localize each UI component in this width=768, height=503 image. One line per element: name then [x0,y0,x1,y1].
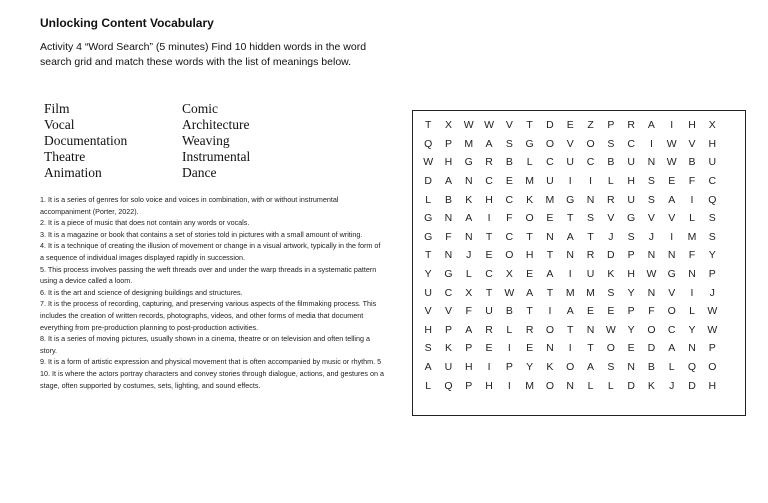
grid-letter[interactable]: P [465,379,473,392]
grid-letter[interactable]: X [444,119,452,132]
grid-letter[interactable]: A [647,119,655,132]
grid-letter[interactable]: O [586,137,595,150]
word-item: Vocal [44,117,75,132]
grid-letter[interactable]: V [424,305,432,318]
grid-letter[interactable]: T [424,249,432,262]
grid-row [418,283,722,302]
grid-letter[interactable]: O [545,379,555,392]
grid-letter[interactable]: U [586,268,595,281]
grid-letter[interactable]: A [566,230,574,243]
grid-letter[interactable]: F [648,305,655,318]
grid-letter[interactable]: E [485,342,493,355]
word-item: Instrumental [182,149,251,164]
grid-letter[interactable]: K [546,361,554,374]
grid-letter[interactable]: W [707,323,718,336]
grid-letter[interactable]: P [627,305,635,318]
grid-letter[interactable]: N [647,249,656,262]
grid-letter[interactable]: N [586,193,595,206]
definition-item: 6. It is the art and science of designing buildings and structures. [40,287,243,297]
grid-letter[interactable]: G [627,212,636,225]
grid-letter[interactable]: L [506,323,513,336]
grid-row [418,228,722,247]
grid-letter[interactable]: P [708,268,716,281]
grid-letter[interactable]: L [425,193,432,206]
grid-letter[interactable]: G [424,230,433,243]
grid-letter[interactable]: T [546,249,554,262]
grid-letter[interactable]: P [444,137,452,150]
grid-letter[interactable]: P [708,342,716,355]
grid-letter[interactable]: A [465,323,473,336]
grid-letter[interactable]: J [669,379,675,392]
grid-letter[interactable]: C [627,137,635,150]
grid-letter[interactable]: S [607,361,615,374]
grid-letter[interactable]: U [627,156,635,169]
grid-letter[interactable]: O [667,305,676,318]
grid-row [418,376,722,395]
grid-letter[interactable]: N [647,156,656,169]
grid-letter[interactable]: S [505,137,513,150]
grid-letter[interactable]: C [667,323,676,336]
grid-letter[interactable]: V [668,286,676,299]
grid-letter[interactable]: T [485,286,493,299]
grid-letter[interactable]: V [607,212,615,225]
grid-letter[interactable]: U [444,361,453,374]
grid-letter[interactable]: I [507,342,511,355]
grid-letter[interactable]: X [505,268,513,281]
grid-letter[interactable]: A [668,193,676,206]
grid-letter[interactable]: T [567,212,574,225]
grid-letter[interactable]: E [607,305,615,318]
grid-letter[interactable]: K [607,268,615,281]
grid-letter[interactable]: C [546,156,554,169]
grid-letter[interactable]: O [545,137,555,150]
grid-letter[interactable]: I [568,342,572,355]
grid-letter[interactable]: C [485,268,493,281]
grid-letter[interactable]: G [525,137,534,150]
grid-letter[interactable]: H [444,156,453,169]
activity-instructions: Activity 4 “Word Search” (5 minutes) Find 10 hidden words in the word search grid and match these words with the list of meanings below. [40,41,367,68]
grid-letter[interactable]: B [647,361,655,374]
grid-letter[interactable]: A [485,137,493,150]
grid-letter[interactable]: O [566,361,575,374]
grid-letter[interactable]: Y [627,323,635,336]
grid-letter[interactable]: U [627,193,635,206]
grid-letter[interactable]: N [688,342,696,355]
grid-letter[interactable]: N [566,379,575,392]
grid-letter[interactable]: A [566,305,574,318]
grid-letter[interactable]: T [485,230,493,243]
grid-letter[interactable]: G [667,268,676,281]
grid-letter[interactable]: L [689,212,695,225]
grid-letter[interactable]: M [464,137,474,150]
grid-letter[interactable]: C [444,286,453,299]
definitions-list [40,194,385,391]
grid-letter[interactable]: T [587,342,594,355]
grid-letter[interactable]: C [505,230,514,243]
word-item: Architecture [182,117,250,132]
grid-letter[interactable]: C [485,175,493,188]
grid-letter[interactable]: K [526,193,534,206]
grid-row [418,135,722,154]
grid-letter[interactable]: A [526,286,534,299]
grid-letter[interactable]: N [688,268,696,281]
definition-item: 4. It is a technique of creating the illusion of movement or change in a visual artwork, typically in the form of a sequence of individual images displayed rapidly in succession. [40,241,381,262]
grid-letter[interactable]: A [587,361,595,374]
grid-letter[interactable]: D [546,119,554,132]
grid-letter[interactable]: H [464,361,473,374]
grid-letter[interactable]: T [526,305,533,318]
grid-letter[interactable]: S [647,193,655,206]
grid-letter[interactable]: O [647,323,656,336]
grid-letter[interactable]: W [605,323,616,336]
grid-letter[interactable]: N [627,361,635,374]
grid-letter[interactable]: Y [688,323,696,336]
grid-letter[interactable]: H [485,379,493,392]
grid-letter[interactable]: B [444,193,452,206]
grid-letter[interactable]: H [688,119,696,132]
page-title: Unlocking Content Vocabulary [40,16,214,30]
grid-letter[interactable]: L [607,175,614,188]
grid-letter[interactable]: F [688,249,696,262]
grid-letter[interactable]: W [463,119,474,132]
grid-letter[interactable]: C [586,156,595,169]
grid-letter[interactable]: O [545,323,555,336]
grid-letter[interactable]: P [444,323,452,336]
grid-letter[interactable]: R [607,193,615,206]
grid-letter[interactable]: I [649,137,653,150]
grid-letter[interactable]: H [708,379,717,392]
grid-letter[interactable]: D [688,379,696,392]
grid-letter[interactable]: I [670,230,674,243]
grid-letter[interactable]: L [465,268,472,281]
grid-letter[interactable]: L [607,379,614,392]
grid-letter[interactable]: K [465,193,473,206]
grid-letter[interactable]: N [546,230,554,243]
grid-letter[interactable]: Y [526,361,534,374]
grid-row [418,153,722,172]
grid-letter[interactable]: R [485,156,493,169]
grid-letter[interactable]: W [666,156,677,169]
grid-letter[interactable]: E [668,175,676,188]
word-item: Dance [182,165,217,180]
grid-letter[interactable]: V [505,119,513,132]
grid-letter[interactable]: F [445,230,452,243]
grid-letter[interactable]: S [708,230,716,243]
grid-row [418,209,722,228]
grid-letter[interactable]: U [566,156,575,169]
grid-letter[interactable]: Z [587,119,594,132]
grid-letter[interactable]: D [607,249,615,262]
grid-letter[interactable]: Y [424,268,432,281]
grid-letter[interactable]: H [627,268,635,281]
grid-letter[interactable]: L [526,156,533,169]
grid-row [418,321,722,340]
grid-letter[interactable]: I [487,361,491,374]
grid-letter[interactable]: U [708,156,717,169]
grid-row [418,116,722,135]
grid-letter[interactable]: U [424,286,432,299]
definition-item: 5. This process involves passing the weft threads over and under the warp threads in a systematic pattern using a device called a loom. [40,264,377,286]
grid-letter[interactable]: I [589,175,592,188]
grid-letter[interactable]: G [464,156,473,169]
grid-letter[interactable]: H [627,175,635,188]
grid-letter[interactable]: K [444,342,452,355]
grid-letter[interactable]: N [444,212,453,225]
word-search-grid [412,110,746,416]
word-item: Comic [182,101,218,116]
grid-letter[interactable]: N [586,323,595,336]
grid-letter[interactable]: I [568,175,572,188]
grid-letter[interactable]: O [708,361,717,374]
grid-letter[interactable]: I [670,119,674,132]
grid-letter[interactable]: F [506,212,513,225]
grid-letter[interactable]: N [566,249,575,262]
definition-item: 8. It is a series of moving pictures, usually shown in a cinema, theatre or on television and often telling a story. [40,334,371,355]
grid-letter[interactable]: Q [687,361,697,374]
grid-letter[interactable]: L [425,379,432,392]
grid-letter[interactable]: E [546,212,554,225]
grid-letter[interactable]: E [587,305,595,318]
definition-item: 9. It is a form of artistic expression and physical movement that is often accompanied by music or rhythm. 5 10. It is where the actors portray characters and convey stories through dialogue, actions, and gestures on a stage, often supported by costumes, sets, lighting, and sound effects. [40,357,384,390]
grid-letter[interactable]: O [606,342,615,355]
grid-letter[interactable]: R [485,323,493,336]
grid-letter[interactable]: B [505,156,513,169]
grid-letter[interactable]: F [465,305,472,318]
grid-letter[interactable]: P [465,342,473,355]
grid-row [418,302,722,321]
grid-letter[interactable]: V [647,212,655,225]
definition-item: 3. It is a magazine or book that contains a set of stories told in pictures with a small amount of writing. [40,229,363,239]
grid-letter[interactable]: R [525,323,534,336]
grid-letter[interactable]: W [423,156,434,169]
word-item: Film [44,101,70,116]
word-list-column-1 [44,101,127,181]
grid-letter[interactable]: T [567,323,574,336]
grid-letter[interactable]: O [505,249,514,262]
grid-letter[interactable]: E [485,249,493,262]
grid-letter[interactable]: N [464,175,473,188]
grid-letter[interactable]: N [444,249,453,262]
grid-letter[interactable]: E [627,342,635,355]
grid-letter[interactable]: S [607,137,615,150]
grid-letter[interactable]: R [627,119,635,132]
grid-letter[interactable]: X [465,286,473,299]
grid-letter[interactable]: V [668,212,676,225]
grid-letter[interactable]: Y [708,249,716,262]
grid-letter[interactable]: B [688,156,696,169]
grid-letter[interactable]: P [505,361,513,374]
grid-letter[interactable]: M [565,286,575,299]
word-item: Theatre [44,149,86,164]
grid-letter[interactable]: V [566,137,574,150]
grid-letter[interactable]: A [465,212,473,225]
grid-row [418,190,722,209]
grid-letter[interactable]: S [708,212,716,225]
grid-letter[interactable]: L [587,379,594,392]
grid-letter[interactable]: T [526,230,533,243]
grid-letter[interactable]: M [586,286,595,299]
definition-item: 7. It is the process of recording, capturing, and preserving various aspects of the filmmaking process. This includes the creation of written records, photographs, videos, and other forms of media that document everything from pre-production planning to post-production activities. [40,299,377,332]
grid-letter[interactable]: E [526,342,534,355]
grid-letter[interactable]: B [607,156,615,169]
grid-letter[interactable]: G [424,212,433,225]
grid-letter[interactable]: S [424,342,432,355]
grid-letter[interactable]: A [444,175,452,188]
grid-letter[interactable]: U [546,175,554,188]
grid-letter[interactable]: I [690,193,694,206]
grid-letter[interactable]: Q [424,137,433,150]
grid-letter[interactable]: G [444,268,453,281]
grid-letter[interactable]: J [648,230,655,243]
grid-letter[interactable]: L [668,361,675,374]
word-list-column-2 [182,101,250,181]
word-item: Weaving [182,133,230,148]
grid-letter[interactable]: N [546,342,554,355]
grid-letter[interactable]: Q [708,193,717,206]
grid-letter[interactable]: D [647,342,656,355]
grid-letter[interactable]: P [627,249,635,262]
grid-letter[interactable]: K [647,379,655,392]
grid-row [418,172,722,191]
definition-item: 2. It is a piece of music that does not contain any words or vocals. [40,218,250,228]
word-item: Documentation [44,133,128,148]
grid-letter[interactable]: N [667,249,676,262]
grid-letter[interactable]: I [568,268,572,281]
grid-letter[interactable]: D [627,379,635,392]
grid-letter[interactable]: A [668,342,676,355]
grid-letter[interactable]: G [566,193,575,206]
grid-row [418,339,722,358]
grid-letter[interactable]: B [505,305,513,318]
grid-letter[interactable]: X [708,119,716,132]
grid-letter[interactable]: T [587,230,594,243]
grid-letter[interactable]: I [690,286,694,299]
grid-letter[interactable]: E [566,119,574,132]
grid-letter[interactable]: T [424,119,432,132]
word-list [44,101,284,183]
grid-letter[interactable]: I [548,305,552,318]
grid-letter[interactable]: W [484,119,494,132]
grid-letter[interactable]: J [608,230,614,243]
grid-letter[interactable]: T [546,286,554,299]
grid-letter[interactable]: H [708,137,717,150]
grid-letter[interactable]: A [546,268,554,281]
grid-letter[interactable]: H [525,249,534,262]
grid-letter[interactable]: N [647,286,656,299]
grid-row [418,265,722,284]
grid-letter[interactable]: E [505,175,513,188]
grid-letter[interactable]: D [424,175,432,188]
grid-letter[interactable]: L [689,305,695,318]
grid-letter[interactable]: M [687,230,697,243]
grid-row [418,358,722,377]
grid-letter[interactable]: V [444,305,452,318]
word-item: Animation [44,165,102,180]
grid-letter[interactable]: W [666,137,677,150]
grid-letter[interactable]: C [708,175,717,188]
grid-letter[interactable]: M [525,175,534,188]
grid-letter[interactable]: S [647,175,655,188]
grid-letter[interactable]: N [464,230,473,243]
definition-item: 1. It is a series of genres for solo voice and voices in combination, with or without instrumental accompaniment (Porter, 2022). [40,195,339,216]
grid-letter[interactable]: H [485,193,493,206]
grid-letter[interactable]: M [525,379,534,392]
grid-letter[interactable]: W [707,305,718,318]
grid-letter[interactable]: I [507,379,511,392]
word-search-table [418,116,722,395]
grid-row [418,246,722,265]
grid-letter[interactable]: J [709,286,715,299]
grid-letter[interactable]: F [688,175,696,188]
grid-letter[interactable]: S [627,230,635,243]
grid-letter[interactable]: M [545,193,555,206]
grid-letter[interactable]: S [587,212,595,225]
grid-letter[interactable]: S [607,286,615,299]
grid-letter[interactable]: J [466,249,472,262]
grid-letter[interactable]: R [586,249,595,262]
grid-letter[interactable]: Q [444,379,453,392]
grid-letter[interactable]: P [607,119,615,132]
grid-letter[interactable]: I [487,212,491,225]
grid-letter[interactable]: V [688,137,696,150]
grid-letter[interactable]: W [504,286,515,299]
grid-letter[interactable]: Y [627,286,635,299]
grid-letter[interactable]: U [485,305,493,318]
grid-letter[interactable]: E [526,268,534,281]
grid-letter[interactable]: C [505,193,514,206]
grid-letter[interactable]: T [526,119,533,132]
grid-letter[interactable]: A [424,361,432,374]
grid-letter[interactable]: O [525,212,534,225]
grid-letter[interactable]: W [646,268,657,281]
grid-letter[interactable]: H [424,323,432,336]
